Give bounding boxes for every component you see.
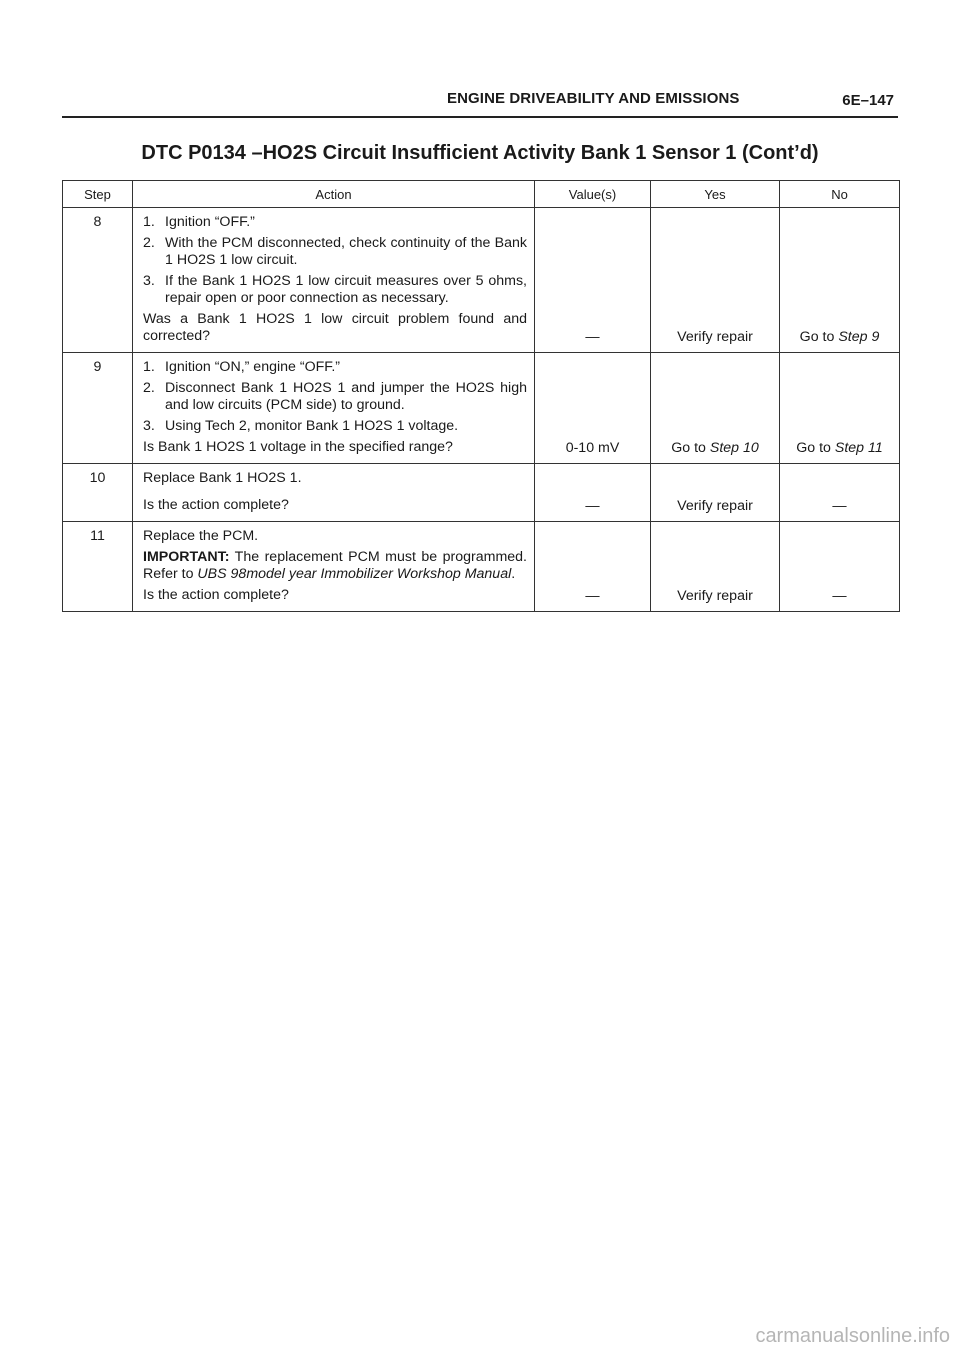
table-row — [63, 464, 900, 522]
action-cell — [133, 208, 535, 353]
question-text: Was a Bank 1 HO2S 1 low circuit problem found and corrected? — [143, 311, 527, 344]
no-cell: — — [780, 464, 900, 522]
values-cell: — — [535, 522, 651, 612]
page-header — [62, 86, 898, 118]
list-item: 2. With the PCM disconnected, check continuity of the Bank 1 HO2S 1 low circuit. — [143, 235, 527, 268]
step-reference: Step 11 — [834, 440, 883, 456]
header-no: No — [780, 181, 900, 208]
action-text: Replace Bank 1 HO2S 1. — [143, 470, 302, 486]
list-item: 1. Ignition “ON,” engine “OFF.” — [143, 359, 341, 375]
important-note: IMPORTANT: The replacement PCM must be programmed. Refer to UBS 98model year Immobilizer Workshop Manual. — [143, 549, 527, 582]
yes-cell: Verify repair — [651, 208, 780, 353]
values-cell: 0-10 mV — [535, 353, 651, 464]
list-item: 2. Disconnect Bank 1 HO2S 1 and jumper the HO2S high and low circuits (PCM side) to ground. — [143, 380, 527, 413]
watermark-logo: carmanualsonline.info — [755, 1325, 950, 1347]
table-row — [63, 522, 900, 612]
no-cell: Go to Step 9 — [780, 208, 900, 353]
list-item: 3. If the Bank 1 HO2S 1 low circuit measures over 5 ohms, repair open or poor connection as necessary. — [143, 273, 527, 306]
step-reference: Step 10 — [709, 440, 759, 456]
table-row — [63, 208, 900, 353]
yes-cell: Go to Step 10 — [651, 353, 780, 464]
table-header-row — [63, 181, 900, 208]
no-cell: Go to Step 11 — [780, 353, 900, 464]
action-cell — [133, 464, 535, 522]
step-number: 10 — [63, 464, 133, 522]
question-text: Is Bank 1 HO2S 1 voltage in the specified range? — [143, 439, 453, 455]
action-cell — [133, 522, 535, 612]
action-text: Replace the PCM. — [143, 528, 259, 544]
values-cell: — — [535, 208, 651, 353]
list-item: 1. Ignition “OFF.” — [143, 214, 255, 230]
step-number: 9 — [63, 353, 133, 464]
header-yes: Yes — [651, 181, 780, 208]
header-step: Step — [63, 181, 133, 208]
no-cell: — — [780, 522, 900, 612]
document-title: DTC P0134 –HO2S Circuit Insufficient Activity Bank 1 Sensor 1 (Cont’d) — [141, 142, 819, 164]
section-title: ENGINE DRIVEABILITY AND EMISSIONS — [447, 90, 740, 107]
table-row — [63, 353, 900, 464]
important-label: IMPORTANT: — [143, 549, 230, 565]
diagnostic-table — [62, 180, 900, 612]
step-reference: Step 9 — [838, 329, 880, 345]
manual-reference: UBS 98model year Immobilizer Workshop Manual — [197, 566, 512, 582]
yes-cell: Verify repair — [651, 522, 780, 612]
header-values: Value(s) — [535, 181, 651, 208]
header-action: Action — [133, 181, 535, 208]
step-number: 11 — [63, 522, 133, 612]
values-cell: — — [535, 464, 651, 522]
action-cell — [133, 353, 535, 464]
yes-cell: Verify repair — [651, 464, 780, 522]
question-text: Is the action complete? — [143, 497, 289, 513]
step-number: 8 — [63, 208, 133, 353]
page-number: 6E–147 — [842, 92, 894, 109]
list-item: 3. Using Tech 2, monitor Bank 1 HO2S 1 voltage. — [143, 418, 459, 434]
question-text: Is the action complete? — [143, 587, 289, 603]
